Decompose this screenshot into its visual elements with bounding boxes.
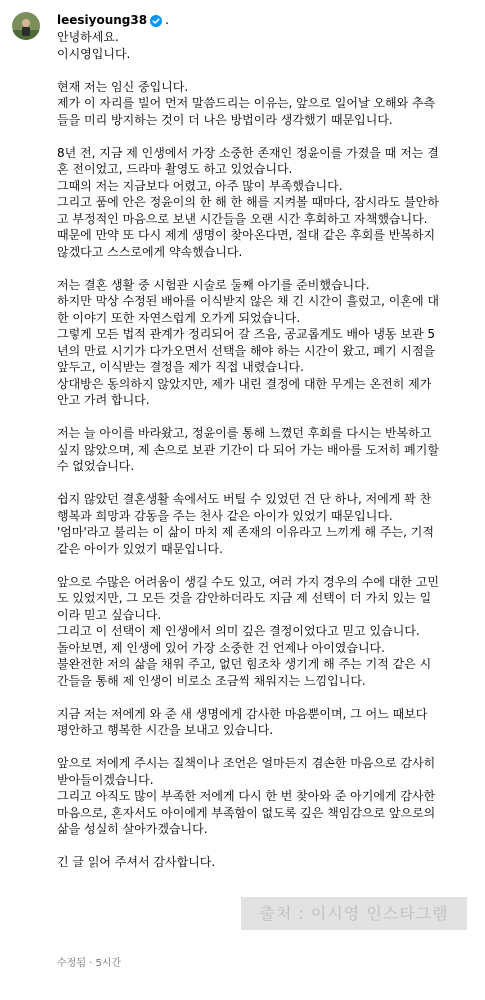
- caption-line: 저는 결혼 생활 중 시험관 시술로 둘째 아기를 준비했습니다.: [57, 277, 370, 292]
- caption-line: 8년 전, 지금 제 인생에서 가장 소중한 존재인 정윤이를 가졌을 때 저는 결: [57, 145, 439, 160]
- caption-line: 앞으로 수많은 어려움이 생길 수도 있고, 여러 가지 경우의 수에 대한 고민: [57, 574, 439, 589]
- caption-line: 저는 늘 아이를 바라왔고, 정윤이를 통해 느꼈던 후회를 다시는 반복하고: [57, 426, 432, 440]
- caption-line: 앞으로 저에게 주시는 질책이나 조언은 얼마든지 겸손한 마음으로 감사히: [57, 756, 436, 770]
- caption-line: 그리고 아직도 많이 부족한 저에게 다시 한 번 찾아와 준 아기에게 감사한: [57, 789, 436, 803]
- caption-line: 상대방은 동의하지 않았지만, 제가 내린 결정에 대한 무게는 온전히 제가: [57, 376, 432, 391]
- caption-line: 년의 만료 시기가 다가오면서 선택을 해야 하는 시간이 왔고, 폐기 시점을: [57, 343, 436, 358]
- caption-line: 간들을 통해 제 인생이 비로소 조금씩 채워지는 느낌입니다.: [57, 673, 366, 688]
- caption-line: 들을 미리 방지하는 것이 더 나은 방법이라 생각했기 때문입니다.: [57, 112, 393, 127]
- caption-line: 도 있었지만, 그 모든 것을 감안하더라도 지금 제 선택이 더 가치 있는 일: [57, 591, 432, 605]
- caption-line: 그렇게 모든 법적 관계가 정리되어 갈 즈음, 공교롭게도 배아 냉동 보관 5: [57, 327, 435, 341]
- header-separator: .: [165, 13, 169, 27]
- caption-line: 불완전한 저의 삶을 채워 주고, 없던 힘조차 생기게 해 주는 기적 같은 시: [57, 657, 432, 671]
- caption-line: 제가 이 자리를 빌어 먼저 말씀드리는 이유는, 앞으로 일어날 오해와 추측: [57, 96, 436, 110]
- verified-badge-icon: [150, 15, 162, 27]
- caption-line: 이라 믿고 싶습니다.: [57, 607, 162, 622]
- caption-line: 앞두고, 이식받는 결정을 제가 직접 내렸습니다.: [57, 360, 304, 374]
- caption-line: 고 부정적인 마음으로 보낸 시간들을 오랜 시간 후회하고 자책했습니다.: [57, 211, 428, 226]
- caption-line: 그리고 이 선택이 제 인생에서 의미 깊은 결정이었다고 믿고 있습니다.: [57, 624, 420, 638]
- caption-line: 평안하고 행복한 시간을 보내고 있습니다.: [57, 723, 274, 737]
- username[interactable]: leesiyoung38: [57, 13, 148, 27]
- caption-line: 하지만 막상 수정된 배아를 이식받지 않은 채 긴 시간이 흘렀고, 이혼에 대: [57, 294, 439, 308]
- caption-line: 한 이야기 또한 자연스럽게 오가게 되었습니다.: [57, 310, 301, 325]
- caption-line: '엄마'라고 불리는 이 삶이 마치 제 존재의 이유라고 느끼게 해 주는, 기적: [57, 525, 434, 539]
- caption-line: 이시영입니다.: [57, 46, 131, 61]
- caption-line: 같은 아이가 있었기 때문입니다.: [57, 541, 223, 556]
- caption-line: 행복과 희망과 감동을 주는 천사 같은 아이가 있었기 때문입니다.: [57, 508, 393, 523]
- caption-line: 마음으로, 혼자서도 아이에게 부족함이 없도록 깊은 책임감으로 앞으로의: [57, 805, 436, 820]
- caption-line: 긴 글 읽어 주셔서 감사합니다.: [57, 855, 216, 869]
- caption-line: 안녕하세요.: [57, 30, 119, 44]
- caption-line: 지금 저는 저에게 와 준 새 생명에게 감사한 마음뿐이며, 그 어느 때보다: [57, 706, 428, 721]
- post-meta: 수정됨 · 5시간: [57, 958, 122, 969]
- post-caption: [57, 29, 475, 871]
- caption-line: 않겠다고 스스로에게 약속했습니다.: [57, 244, 243, 259]
- caption-line: 현재 저는 임신 중입니다.: [57, 79, 189, 94]
- caption-line: 때문에 만약 또 다시 제게 생명이 찾아온다면, 절대 같은 후회를 반복하지: [57, 228, 436, 242]
- post-header: [57, 12, 169, 29]
- caption-line: 안고 가려 합니다.: [57, 393, 150, 407]
- caption-line: 그때의 저는 지금보다 어렸고, 아주 많이 부족했습니다.: [57, 178, 343, 193]
- avatar[interactable]: [12, 12, 40, 40]
- caption-line: 수 없었습니다.: [57, 459, 135, 473]
- caption-line: 받아들이겠습니다.: [57, 772, 154, 787]
- caption-line: 삶을 성실히 살아가겠습니다.: [57, 822, 208, 836]
- caption-line: 쉽지 않았던 결혼생활 속에서도 버틸 수 있었던 건 단 하나, 저에게 꽉 찬: [57, 492, 432, 506]
- profile-photo-icon: [12, 12, 40, 40]
- caption-line: 그리고 품에 안은 정윤이의 한 해 한 해를 지켜볼 때마다, 잠시라도 불안하: [57, 195, 439, 209]
- source-watermark: 출처 : 이시영 인스타그램: [241, 897, 467, 930]
- caption-line: 돌아보면, 제 인생에 있어 가장 소중한 건 언제나 아이였습니다.: [57, 640, 385, 655]
- caption-line: 싶지 않았으며, 제 손으로 보관 기간이 다 되어 가는 배아를 도저히 폐기할: [57, 442, 439, 457]
- caption-line: 혼 전이었고, 드라마 촬영도 하고 있었습니다.: [57, 162, 293, 176]
